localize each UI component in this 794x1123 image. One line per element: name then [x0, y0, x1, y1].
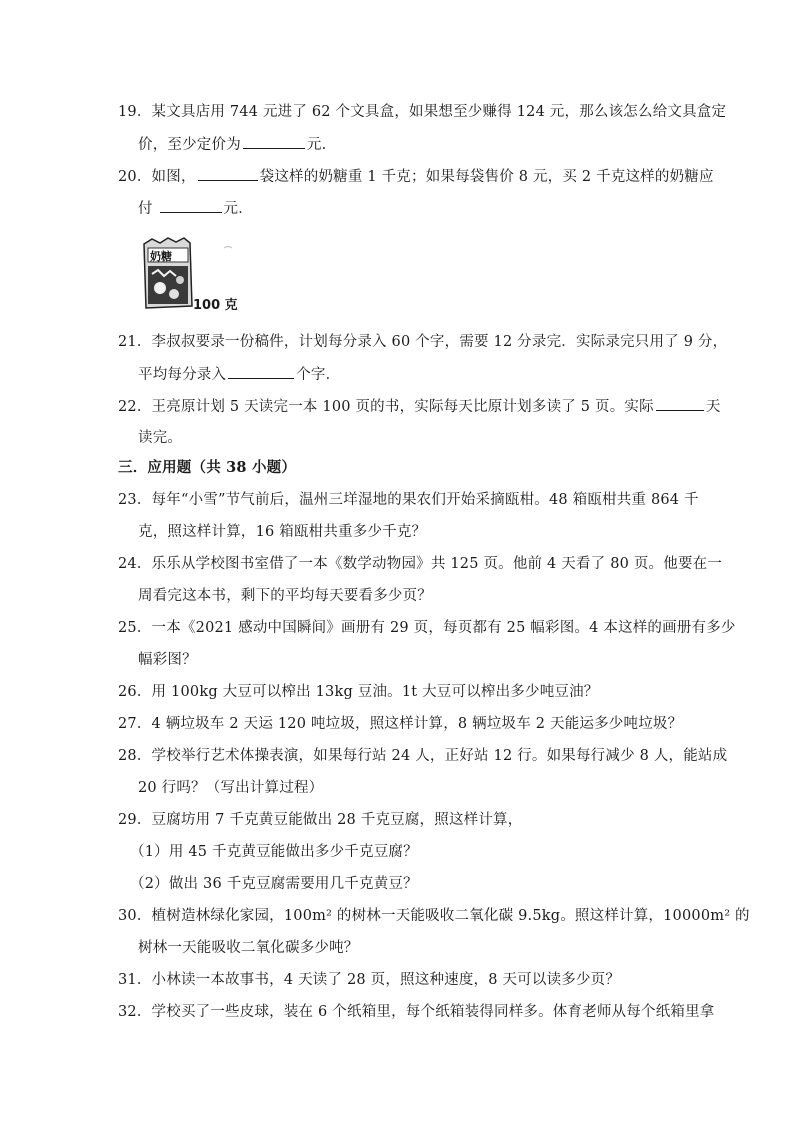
p25-line1: 25．一本《2021 感动中国瞬间》画册有 29 页，每页都有 25 幅彩图。4 本这样的画册有多少 [118, 620, 736, 636]
q21-line1: 21．李叔叔要录一份稿件，计划每分录入 60 个字，需要 12 分录完．实际录完只用了 9 分， [118, 334, 728, 350]
candy-piece-3 [176, 276, 184, 284]
q22-line1-post: 天 [705, 399, 721, 415]
p25-line2: 幅彩图？ [138, 652, 197, 668]
q20-line1-post: 袋这样的奶糖重 1 千克；如果每袋售价 8 元，买 2 千克这样的奶糖应 [259, 169, 714, 185]
q22-line1-pre: 22．王亮原计划 5 天读完一本 100 页的书，实际每天比原计划多读了 5 页。实际 [118, 399, 654, 415]
q21-line2 [138, 364, 340, 385]
section-3-title: 三．应用题（共 38 小题） [118, 459, 297, 476]
q19-line2-post: 元. [306, 137, 327, 153]
q19-answer-blank[interactable] [243, 134, 305, 149]
q19-line2-pre: 价，至少定价为 [138, 137, 241, 153]
p31-line1: 31．小林读一本故事书，4 天读了 28 页，照这种速度，8 天可以读多少页？ [118, 972, 621, 988]
p30-line1: 30．植树造林绿化家园，100m² 的树林一天能吸收二氧化碳 9.5kg。照这样计算，10000m² 的 [118, 908, 750, 924]
p27-line1: 27．4 辆垃圾车 2 天运 120 吨垃圾，照这样计算，8 辆垃圾车 2 天能运多少吨垃圾？ [118, 716, 683, 732]
candy-weight-label: 100 克 [193, 298, 238, 313]
p29-sub2: （2）做出 36 千克豆腐需要用几千克黄豆？ [130, 876, 418, 892]
p28-line2: 20 行吗？（写出计算过程） [138, 780, 324, 796]
q21-line2-post: 个字． [296, 367, 341, 383]
q20-answer-blank-2[interactable] [160, 198, 222, 213]
candy-piece-2 [169, 289, 179, 299]
candy-piece-1 [154, 282, 166, 294]
p32-line1: 32．学校买了一些皮球，装在 6 个纸箱里，每个纸箱装得同样多。体育老师从每个纸箱里拿 [118, 1004, 715, 1020]
q20-line1-pre: 20．如图， [118, 169, 196, 185]
q21-line2-pre: 平均每分录入 [138, 367, 227, 383]
p29-sub1: （1）用 45 千克黄豆能做出多少千克豆腐？ [130, 844, 418, 860]
q19-line2 [138, 134, 326, 155]
p24-line2: 周看完这本书，剩下的平均每天要看多少页？ [138, 588, 432, 604]
p24-line1: 24．乐乐从学校图书室借了一本《数学动物园》共 125 页。他前 4 天看了 80 页。他要在一 [118, 556, 723, 572]
q22-answer-blank[interactable] [656, 396, 704, 411]
q20-line1 [118, 166, 714, 187]
p23-line1: 23．每年“小雪”节气前后，温州三垟湿地的果农们开始采摘瓯柑。48 箱瓯柑共重 864 千 [118, 492, 699, 508]
p30-line2: 树林一天能吸收二氧化碳多少吨？ [138, 940, 359, 956]
p29-line1: 29．豆腐坊用 7 千克黄豆能做出 28 千克豆腐，照这样计算， [118, 812, 523, 828]
figure-smudge [224, 247, 232, 249]
p28-line1: 28．学校举行艺术体操表演，如果每行站 24 人，正好站 12 行。如果每行减少 8 人，能站成 [118, 748, 728, 764]
q20-line2-pre: 付 [138, 201, 158, 217]
q22-line2: 读完。 [138, 430, 183, 446]
q20-line2-post: 元． [223, 201, 253, 217]
q20-answer-blank-1[interactable] [198, 166, 258, 181]
q19-line1: 19．某文具店用 744 元进了 62 个文具盒，如果想至少赚得 124 元，那么该怎么给文具盒定 [118, 104, 727, 120]
q20-line2 [138, 198, 253, 219]
p26-line1: 26．用 100kg 大豆可以榨出 13kg 豆油。1t 大豆可以榨出多少吨豆油？ [118, 684, 599, 700]
p23-line2: 克，照这样计算，16 箱瓯柑共重多少千克？ [138, 524, 427, 540]
candy-bag-label: 奶糖 [150, 250, 172, 263]
q22-line1 [118, 396, 721, 417]
q21-answer-blank[interactable] [228, 364, 294, 379]
